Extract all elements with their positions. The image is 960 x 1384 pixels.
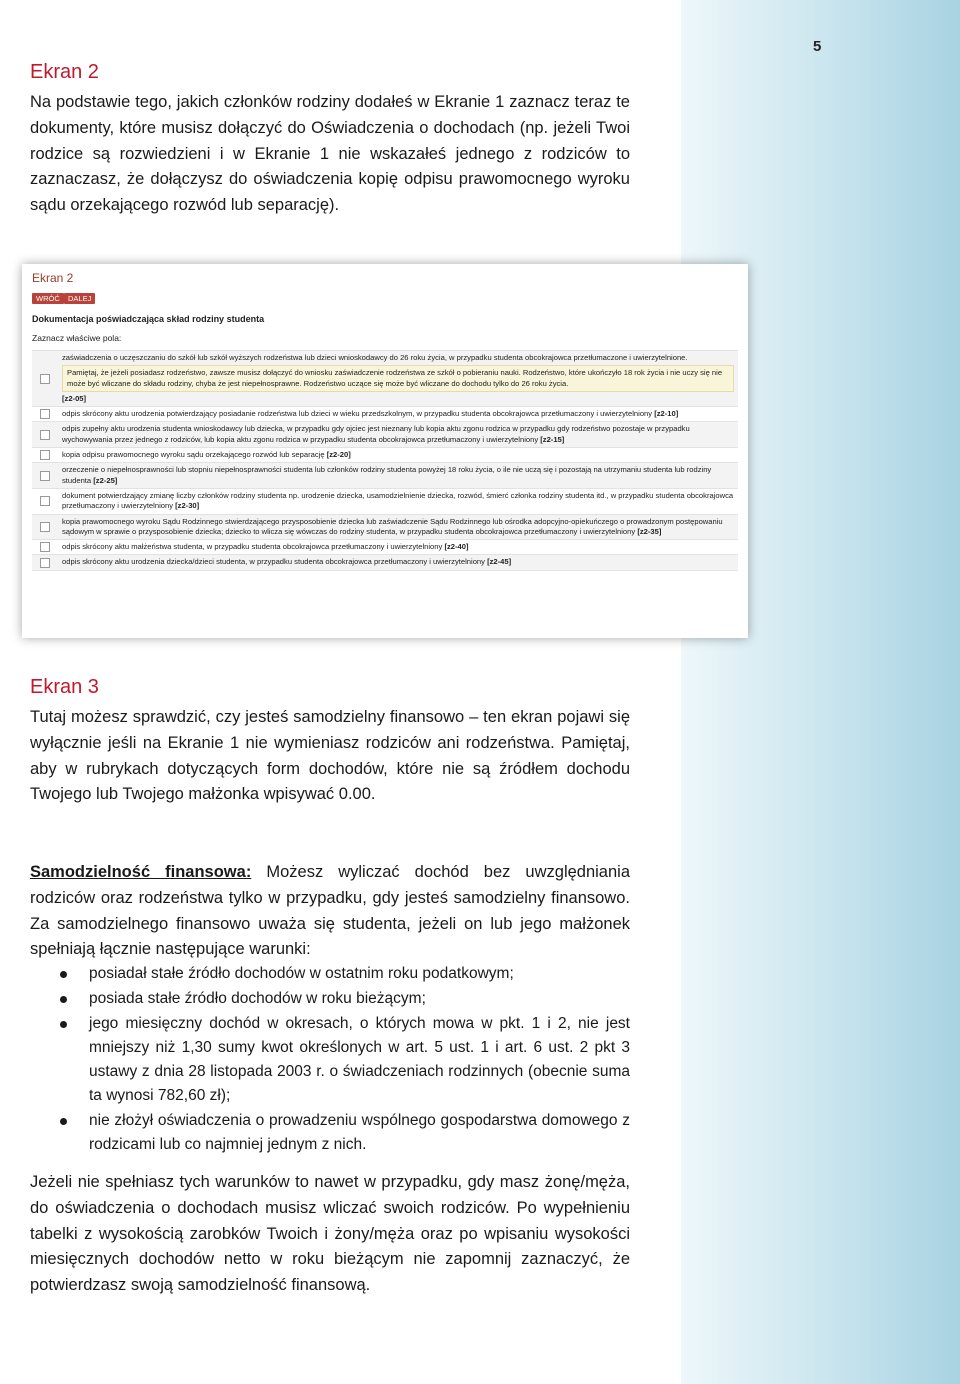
screen3-text: Tutaj możesz sprawdzić, czy jesteś samodzielny finansowo – ten ekran pojawi się wyłącznie jeśli na Ekranie 1 nie wymieniasz rodziców ani rodzeństwa. Pamiętaj, aby w rubrykach dotyczących form dochodów, które nie są źródłem dochodu Twojego lub Twojego małżonka wpisywać 0.00.	[30, 708, 630, 804]
screenshot-subtitle: Dokumentacja poświadczająca skład rodziny studenta	[32, 314, 265, 324]
bullet-icon	[60, 1118, 67, 1125]
checkbox[interactable]	[40, 496, 50, 506]
checklist-row: dokument potwierdzający zmianę liczby członków rodziny studenta np. urodzenie dziecka, usamodzielnienie dziecka, rozwód, śmierć członka rodziny studenta itd., w przypadku studenta obcokrajowca przetłumaczony i uwierzytelniony [z2-30]	[32, 489, 738, 515]
condition-item: posiada stałe źródło dochodów w roku bieżącym;	[30, 987, 630, 1011]
screenshot-title: Ekran 2	[32, 271, 74, 285]
screen3-heading: Ekran 3	[30, 676, 99, 698]
row-code: [z2-15]	[540, 434, 565, 444]
checklist-row: orzeczenie o niepełnosprawności lub stopniu niepełnosprawności studenta lub członków rodziny studenta powyżej 18 roku życia, o ile nie uczą się i pozostają na utrzymaniu studenta lub rodziny studenta [z2-25]	[32, 463, 738, 489]
independence-paragraph	[30, 860, 630, 963]
next-button[interactable]: DALEJ	[64, 293, 95, 304]
back-button[interactable]: WRÓĆ	[32, 293, 64, 304]
checklist-row: zaświadczenia o uczęszczaniu do szkół lub szkół wyższych rodzeństwa lub dzieci wnioskodawcy do 26 roku życia, w przypadku studenta obcokrajowca przetłumaczone i uwierzytelnione. Pamiętaj, że jeżeli posiadasz rodzeństwo, zawsze musisz dołączyć do wniosku zaświadczenie rodzeństwa ze szkół o pobieraniu nauki. Rodzeństwo, które ukończyło 18 rok życia i nie uczy się nie może być wliczane do składu rodziny, chyba że jest niepełnosprawne. Rodzeństwo uczące się może być wliczane do dochodu tylko do 26 roku życia. [z2-05]	[32, 351, 738, 407]
checkbox[interactable]	[40, 471, 50, 481]
info-note: Pamiętaj, że jeżeli posiadasz rodzeństwo, zawsze musisz dołączyć do wniosku zaświadczenie rodzeństwa ze szkół o pobieraniu nauki. Rodzeństwo, które ukończyło 18 rok życia i nie uczy się nie może być wliczane do składu rodziny, chyba że jest niepełnosprawne. Rodzeństwo uczące się może być wliczane do dochodu tylko do 26 roku życia.	[62, 365, 734, 392]
row-code: [z2-35]	[637, 526, 662, 536]
bullet-icon	[60, 996, 67, 1003]
row-code: [z2-40]	[444, 542, 469, 552]
checklist-row: kopia prawomocnego wyroku Sądu Rodzinnego stwierdzającego przysposobienie dziecka lub zaświadczenie Sądu Rodzinnego lub ośrodka adopcyjno-opiekuńczego o prowadzonym postępowaniu sądowym w sprawie o przysposobienie dziecka; dziecko to wlicza się wówczas do rodziny studenta, w przypadku studenta obcokrajowca przetłumaczony i uwierzytelniony [z2-35]	[32, 515, 738, 541]
page-number: 5	[813, 38, 822, 55]
independence-text: Możesz wyliczać dochód bez uwzględniania rodziców oraz rodzeństwa tylko w przypadku, gdy jesteś samodzielny finansowo. Za samodzielnego finansowo uważa się studenta, jeżeli on lub jego małżonek spełniają łącznie następujące warunki:	[30, 863, 631, 959]
row-code: [z2-05]	[62, 393, 87, 403]
checklist-row: odpis skrócony aktu urodzenia dziecka/dzieci studenta, w przypadku studenta obcokrajowca przetłumaczony i uwierzytelniony [z2-45]	[32, 555, 738, 570]
checklist-row: odpis skrócony aktu małżeństwa studenta, w przypadku studenta obcokrajowca przetłumaczony i uwierzytelniony [z2-40]	[32, 540, 738, 555]
checklist-row: odpis skrócony aktu urodzenia potwierdzający posiadanie rodzeństwa lub dzieci w wieku przedszkolnym, w przypadku studenta obcokrajowca przetłumaczony i uwierzytelniony [z2-10]	[32, 407, 738, 422]
checklist-row: kopia odpisu prawomocnego wyroku sądu orzekającego rozwód lub separację [z2-20]	[32, 448, 738, 463]
screen2-text: Na podstawie tego, jakich członków rodziny dodałeś w Ekranie 1 zaznacz teraz te dokumenty, które musisz dołączyć do Oświadczenia o dochodach (np. jeżeli Twoi rodzice są rozwiedzieni i w Ekranie 1 nie wskazałeś jednego z rodziców to zaznaczasz, że dołączysz do oświadczenia kopię odpisu prawomocnego wyroku sądu orzekającego rozwód lub separację).	[30, 93, 630, 215]
closing-paragraph: Jeżeli nie spełniasz tych warunków to nawet w przypadku, gdy masz żonę/męża, do oświadczenia o dochodach musisz wliczać swoich rodziców. Po wypełnieniu tabelki z wysokością zarobków Twoich i żony/męża oraz po wpisaniu wysokości miesięcznych dochodów netto w roku bieżącym nie zapomnij zaznaczyć, że potwierdzasz swoją samodzielność finansową.	[30, 1173, 630, 1295]
condition-item: posiadał stałe źródło dochodów w ostatnim roku podatkowym;	[30, 962, 630, 986]
row-code: [z2-30]	[175, 501, 200, 511]
document-checklist	[32, 350, 738, 571]
checkbox[interactable]	[40, 374, 50, 384]
condition-item: jego miesięczny dochód w okresach, o których mowa w pkt. 1 i 2, nie jest mniejszy niż 1,30 sumy kwot określonych w art. 5 ust. 1 i art. 6 ust. 2 pkt 3 ustawy z dnia 28 listopada 2003 r. o świadczeniach rodzinnych (obecnie suma ta wynosi 782,60 zł);	[30, 1012, 630, 1108]
checkbox[interactable]	[40, 542, 50, 552]
checkbox[interactable]	[40, 430, 50, 440]
checkbox[interactable]	[40, 409, 50, 419]
row-code: [z2-10]	[654, 409, 679, 419]
bullet-icon	[60, 1021, 67, 1028]
row-code: [z2-20]	[326, 450, 351, 460]
screen2-heading: Ekran 2	[30, 61, 99, 83]
row-code: [z2-45]	[487, 557, 512, 567]
checkbox[interactable]	[40, 522, 50, 532]
independence-label: Samodzielność finansowa:	[30, 863, 252, 881]
checkbox[interactable]	[40, 558, 50, 568]
conditions-list	[30, 962, 630, 1158]
decorative-side-bar	[681, 0, 960, 1384]
screenshot-hint: Zaznacz właściwe pola:	[32, 333, 122, 343]
ekran2-screenshot	[22, 264, 748, 638]
checklist-row: odpis zupełny aktu urodzenia studenta wnioskodawcy lub dziecka, w przypadku gdy ojciec jest nieznany lub kopia aktu zgonu rodzica w przypadku gdy rodzeństwo pozostaje w przypadku wychowywania przez jednego z rodziców, lub kopia aktu zgonu rodzica w przypadku studenta obcokrajowca przetłumaczony i uwierzytelniony [z2-15]	[32, 422, 738, 448]
condition-item: nie złożył oświadczenia o prowadzeniu wspólnego gospodarstwa domowego z rodzicami lub co najmniej jednym z nich.	[30, 1109, 630, 1157]
checkbox[interactable]	[40, 450, 50, 460]
bullet-icon	[60, 971, 67, 978]
row-code: [z2-25]	[93, 475, 118, 485]
